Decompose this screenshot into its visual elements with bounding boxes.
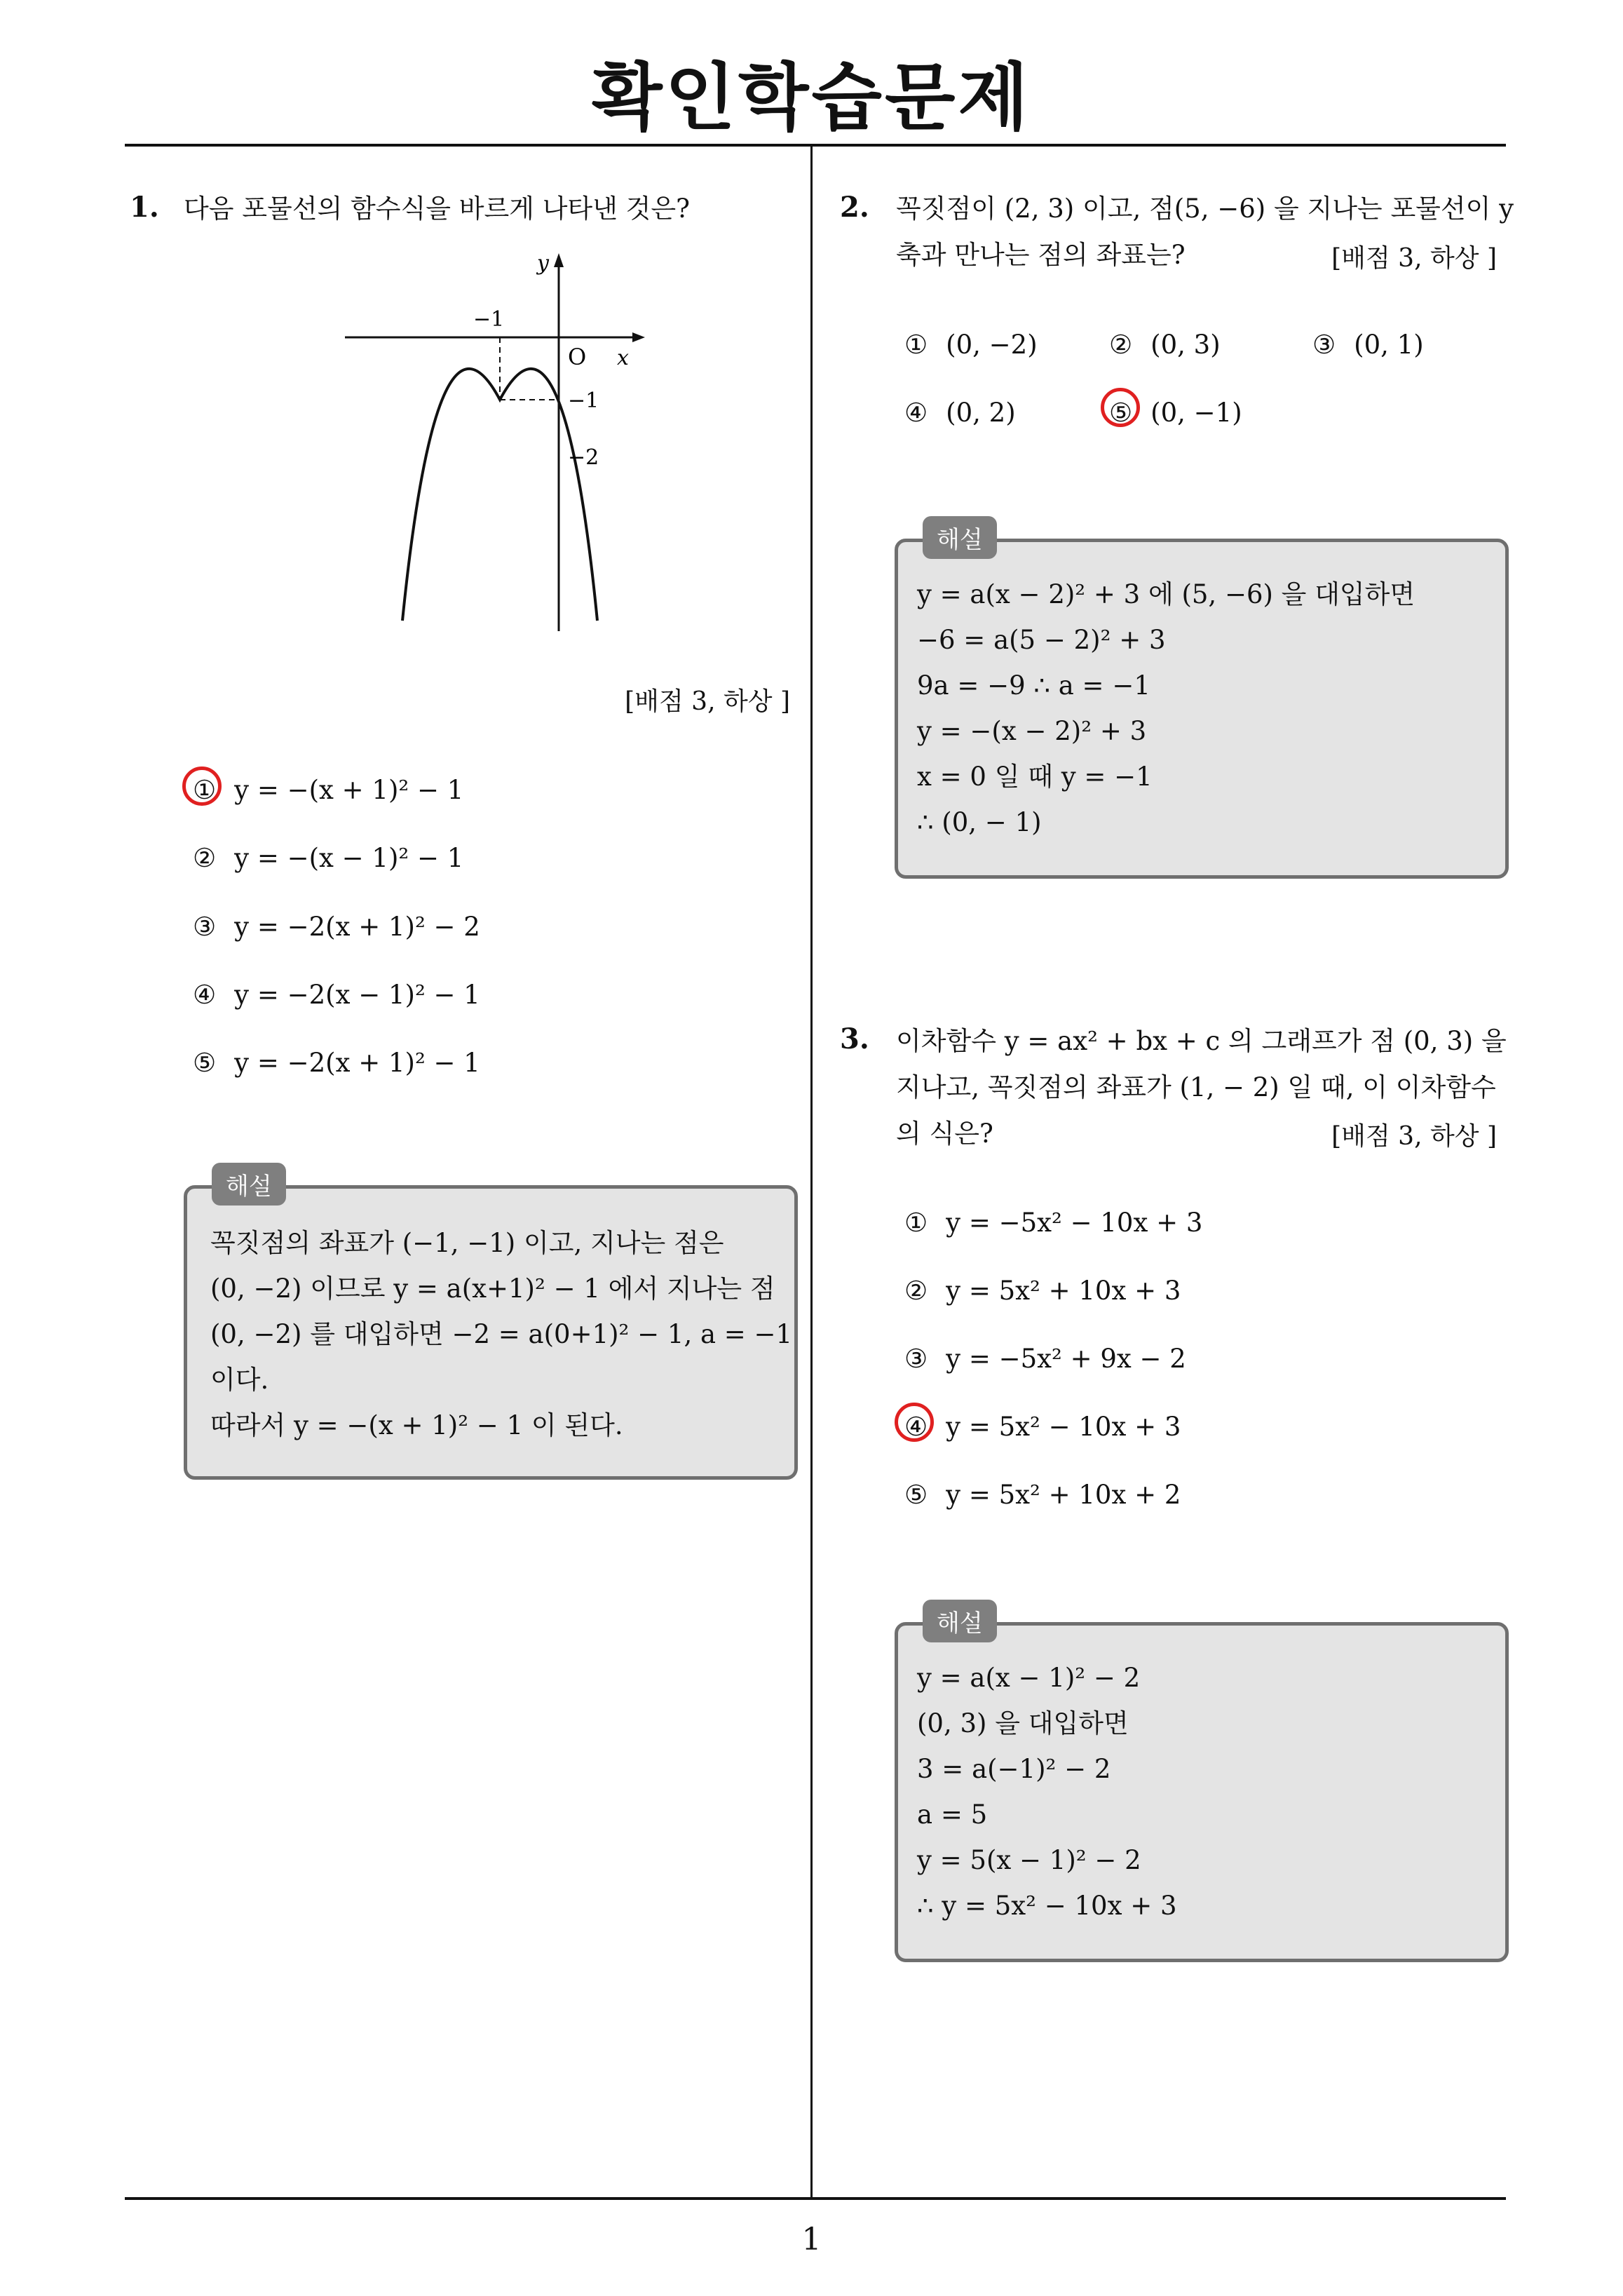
answer-option-4[interactable]: [904, 1412, 1181, 1442]
header-rule: [125, 144, 1506, 147]
option-marker: ②: [1109, 330, 1133, 360]
question-line: 축과 만나는 점의 좌표는?: [896, 240, 1186, 270]
parabola-graph: [330, 242, 666, 642]
question-score: [배점 3, 하상 ]: [625, 687, 790, 716]
option-text: y = 5x² − 10x + 3: [946, 1412, 1181, 1442]
x-axis-arrow: [632, 332, 645, 342]
answer-option-2[interactable]: [904, 1276, 1181, 1306]
solution-tag: 해설: [923, 1600, 997, 1642]
solution-text: [917, 572, 1415, 845]
answer-option-4[interactable]: [193, 980, 480, 1010]
solution-line: 3 = a(−1)² − 2: [917, 1754, 1111, 1784]
x-axis-label: x: [617, 346, 629, 370]
option-text: y = 5x² + 10x + 3: [946, 1276, 1181, 1306]
option-text: (0, 2): [946, 398, 1016, 428]
solution-line: 9a = −9 ∴ a = −1: [917, 670, 1150, 701]
option-text: y = −2(x − 1)² − 1: [234, 980, 480, 1010]
option-marker: ③: [193, 912, 217, 942]
y-tick-label-1: −1: [568, 389, 599, 413]
option-marker: ④: [193, 980, 217, 1010]
solution-line: 따라서 y = −(x + 1)² − 1 이 된다.: [210, 1410, 623, 1440]
answer-option-4[interactable]: [904, 398, 1016, 428]
solution-tag: 해설: [212, 1163, 286, 1206]
option-text: (0, 3): [1150, 330, 1221, 360]
solution-line: y = a(x − 2)² + 3 에 (5, −6) 을 대입하면: [917, 579, 1415, 609]
option-text: (0, −2): [946, 330, 1038, 360]
y-axis-arrow: [554, 253, 564, 267]
answer-option-3[interactable]: [904, 1344, 1186, 1374]
footer-rule: [125, 2197, 1506, 2200]
option-marker: ③: [904, 1344, 928, 1374]
question-line: 이차함수 y = ax² + bx + c 의 그래프가 점 (0, 3) 을: [896, 1026, 1507, 1056]
answer-option-1[interactable]: [904, 1208, 1202, 1238]
option-marker: ④: [904, 398, 928, 428]
answer-circle-mark: [895, 1403, 934, 1442]
option-text: y = −(x − 1)² − 1: [234, 843, 464, 873]
question-line: 의 식은?: [896, 1119, 993, 1149]
question-line: 꼭짓점이 (2, 3) 이고, 점(5, −6) 을 지나는 포물선이 y: [896, 194, 1514, 224]
solution-text: [917, 1655, 1177, 1929]
option-text: y = −5x² + 9x − 2: [946, 1344, 1186, 1374]
answer-option-3[interactable]: [1312, 330, 1424, 360]
answer-option-2[interactable]: [1109, 330, 1221, 360]
option-text: (0, 1): [1354, 330, 1424, 360]
answer-option-5[interactable]: [193, 1048, 480, 1078]
option-marker: ⑤: [1109, 398, 1133, 428]
question-number: 3.: [840, 1022, 869, 1055]
option-marker: ⑤: [904, 1480, 928, 1510]
option-marker: ①: [904, 330, 928, 360]
solution-line: y = 5(x − 1)² − 2: [917, 1845, 1141, 1875]
solution-tag: 해설: [923, 516, 997, 559]
answer-option-1[interactable]: [904, 330, 1038, 360]
answer-option-2[interactable]: [193, 843, 463, 873]
solution-line: 이다.: [210, 1365, 269, 1395]
solution-line: (0, −2) 를 대입하면 −2 = a(0+1)² − 1, a = −1: [210, 1319, 793, 1349]
question-score: [배점 3, 하상 ]: [1331, 244, 1497, 273]
solution-line: (0, −2) 이므로 y = a(x+1)² − 1 에서 지나는 점: [210, 1274, 775, 1304]
option-marker: ④: [904, 1412, 928, 1442]
option-text: y = −(x + 1)² − 1: [234, 775, 464, 805]
solution-line: x = 0 일 때 y = −1: [917, 762, 1153, 792]
option-marker: ①: [904, 1208, 928, 1238]
option-marker: ⑤: [193, 1048, 217, 1078]
option-marker: ②: [904, 1276, 928, 1306]
y-tick-label-2: −2: [568, 445, 599, 470]
option-text: y = −5x² − 10x + 3: [946, 1208, 1203, 1238]
solution-line: 꼭짓점의 좌표가 (−1, −1) 이고, 지나는 점은: [210, 1228, 724, 1258]
option-text: y = −2(x + 1)² − 1: [234, 1048, 480, 1078]
page-number: 1: [801, 2222, 822, 2257]
page-title: 확인학습문제: [592, 55, 1031, 140]
answer-option-1[interactable]: [193, 775, 463, 805]
answer-option-5[interactable]: [904, 1480, 1181, 1510]
answer-circle-mark: [1101, 388, 1140, 427]
option-text: y = 5x² + 10x + 2: [946, 1480, 1181, 1510]
option-marker: ③: [1312, 330, 1336, 360]
solution-line: y = −(x − 2)² + 3: [917, 716, 1147, 746]
option-text: y = −2(x + 1)² − 2: [234, 912, 480, 942]
answer-option-3[interactable]: [193, 912, 480, 942]
origin-label: O: [568, 344, 587, 370]
question-score: [배점 3, 하상 ]: [1331, 1122, 1497, 1151]
question-number: 2.: [840, 191, 869, 224]
question-number: 1.: [130, 191, 159, 224]
answer-circle-mark: [182, 767, 222, 806]
solution-line: a = 5: [917, 1799, 988, 1830]
column-divider: [810, 144, 813, 2199]
solution-text: [210, 1220, 792, 1448]
solution-line: −6 = a(5 − 2)² + 3: [917, 625, 1166, 655]
option-marker: ①: [193, 775, 217, 805]
question-line: 지나고, 꼭짓점의 좌표가 (1, − 2) 일 때, 이 이차함수: [896, 1072, 1496, 1102]
solution-line: ∴ (0, − 1): [917, 807, 1042, 837]
solution-line: y = a(x − 1)² − 2: [917, 1663, 1141, 1693]
solution-line: (0, 3) 을 대입하면: [917, 1708, 1129, 1738]
question-text: 다음 포물선의 함수식을 바르게 나타낸 것은?: [184, 194, 690, 224]
x-tick-label: −1: [473, 307, 505, 332]
y-axis-label: y: [537, 251, 549, 276]
solution-line: ∴ y = 5x² − 10x + 3: [917, 1891, 1177, 1921]
option-text: (0, −1): [1150, 398, 1242, 428]
option-marker: ②: [193, 843, 217, 873]
